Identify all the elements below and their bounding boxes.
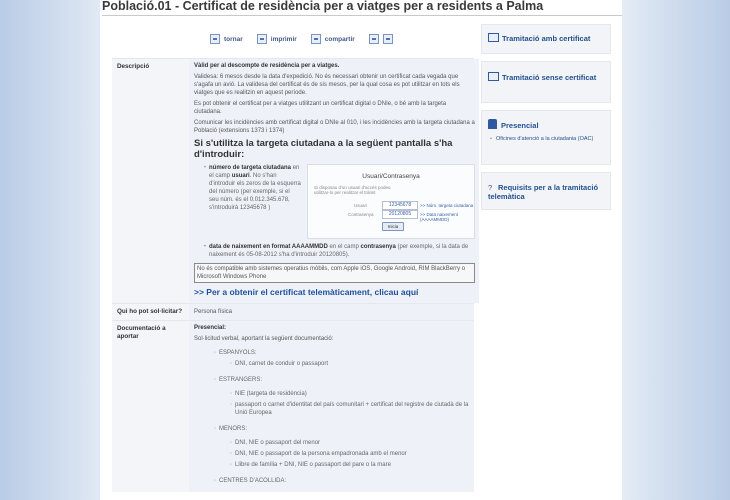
sidebar-oac-item[interactable]: • Oficines d'atenció a la ciutadania (OAC)	[490, 136, 594, 142]
card-number-label: número de targeta ciutadana	[209, 165, 292, 171]
back-link[interactable]: tornar	[224, 35, 243, 43]
section-heading: Si s'utilitza la targeta ciutadana a la següent pantalla s'ha d'introduir:	[194, 138, 453, 160]
sidebar-cert-label[interactable]: Tramitació amb certificat	[502, 34, 591, 43]
user-field: 12345678	[382, 201, 418, 210]
list-item: ◦ DNI, carnet de conduir o passaport	[229, 361, 329, 367]
row-value	[189, 59, 479, 303]
password-field: 20120805	[382, 210, 418, 219]
row-value	[189, 321, 474, 492]
desc-summary: Vàlid per al descompte de residència per a viatges.	[194, 63, 340, 69]
password-label: Contrasenya	[348, 212, 374, 217]
desc-incidents: Comunicar les incidències amb certificat digital o DNIe al 010, i les incidències amb la targeta ciutadana a Població (extensions 1373 i 1374)	[194, 120, 475, 134]
sidebar-nocert[interactable]	[481, 61, 611, 103]
sidebar-presencial-label: Presencial	[501, 121, 539, 130]
procedure-table	[112, 58, 474, 492]
list-item: ◦ passaport o carnet d'identitat del país comunitari + certificat del registre de ciutadà de la Unió Europea	[229, 402, 469, 416]
list-item: ◦ CENTRES D'ACOLLIDA:	[213, 478, 287, 484]
person-icon	[488, 119, 497, 129]
password-hint: >> Data naixement (AAAAMMDD)	[420, 212, 459, 222]
share-link[interactable]: compartir	[324, 35, 355, 43]
back-icon[interactable]	[210, 34, 220, 44]
sidebar-nocert-label[interactable]: Tramitació sense certificat	[502, 73, 597, 82]
certificate-icon	[488, 33, 499, 42]
login-screenshot	[307, 164, 475, 239]
form-icon	[488, 72, 499, 81]
login-title: Usuari/Contrasenya	[362, 173, 420, 180]
row-label: Descripció	[112, 59, 189, 303]
birthdate-instruction: • data de naixement en format AAAAMMDD en el camp contrasenya (per exemple, si la data de naixement és 05-08-2012 s'ha d'introduir 20120805).	[203, 244, 469, 258]
list-item: ◦ ESTRANGERS:	[213, 377, 263, 383]
print-link[interactable]: imprimir	[270, 35, 297, 43]
doc-intro: Sol·licitud verbal, aportant la següent documentació:	[194, 336, 334, 342]
row-value: Persona física	[189, 304, 474, 320]
telematic-link[interactable]: >> Per a obtenir el certificat telemàticament, clicau aquí	[194, 287, 419, 297]
row-qui	[112, 303, 474, 320]
card-instructions	[194, 164, 475, 239]
sidebar-presencial	[481, 110, 611, 165]
text-larger-icon[interactable]	[383, 34, 393, 44]
row-label: Qui ho pot sol·licitar?	[112, 304, 189, 320]
sidebar-oac-link[interactable]: Oficines d'atenció a la ciutadania (OAC)	[496, 136, 594, 142]
question-icon: ?	[488, 183, 493, 192]
list-item: ◦ MENORS:	[213, 426, 248, 432]
user-label: Usuari	[354, 203, 368, 208]
sidebar	[481, 24, 611, 217]
row-label: Documentació a aportar	[112, 321, 189, 492]
list-item: ◦ DNI, NIE o passaport del menor	[229, 440, 321, 446]
card-user-instruction: • número de targeta ciutadana en el camp usuari. No s'han d'introduir els zeros de la esquerra del número (per exemple, si el seu núm. és el 0.012.345.678, s'introduirà 12345678 )	[203, 165, 301, 211]
desc-validity: Validesa: 6 mesos desde la data d'expedició. No és necessari obtenir un certificat cada vegada que s'agafa un avió. La validesa del certificat és de sis mesos, per la qual cosa es pot utilitzar en tots els viatges que es realitzin en aquest període.	[194, 74, 460, 96]
print-icon[interactable]	[257, 34, 267, 44]
login-subtitle: Si disposau d'un usuari d'accés podeu utilitzar-lo per realitzar el tràmit	[314, 185, 391, 195]
toolbar	[210, 32, 393, 46]
share-icon[interactable]	[311, 34, 321, 44]
user-hint: >> Núm. targeta ciutadana	[420, 203, 474, 208]
desc-methods: Es pot obtenir el certificat per a viatges utilitzant un certificat digital o DNIe, o bé amb la targeta ciutadana.	[194, 101, 447, 115]
row-documentacio	[112, 320, 474, 492]
page-title: Població.01 - Certificat de residència per a viatges per a residents a Palma	[102, 0, 544, 13]
list-item: ◦ Llibre de família + DNI, NIE o passaport del pare o la mare	[229, 462, 391, 468]
row-descripcio	[112, 58, 474, 303]
login-button: Inicia	[382, 222, 404, 231]
list-item: ◦ ESPANYOLS:	[213, 350, 257, 356]
title-divider	[102, 15, 622, 16]
sidebar-cert[interactable]	[481, 24, 611, 54]
list-item: ◦ NIE (targeta de residència)	[229, 391, 307, 397]
doc-presencial: Presencial:	[194, 325, 227, 331]
sidebar-requisits[interactable]	[481, 172, 611, 210]
compatibility-note: No és compatible amb sistemes operatius mòbils, com Apple iOS, Google Android, RIM BlackBerry o Microsoft Windows Phone	[194, 263, 475, 283]
list-item: ◦ DNI, NIE o passaport de la persona empadronada amb el menor	[229, 451, 407, 457]
text-smaller-icon[interactable]	[369, 34, 379, 44]
sidebar-requisits-label[interactable]: Requisits per a la tramitació telemàtica	[488, 183, 599, 201]
